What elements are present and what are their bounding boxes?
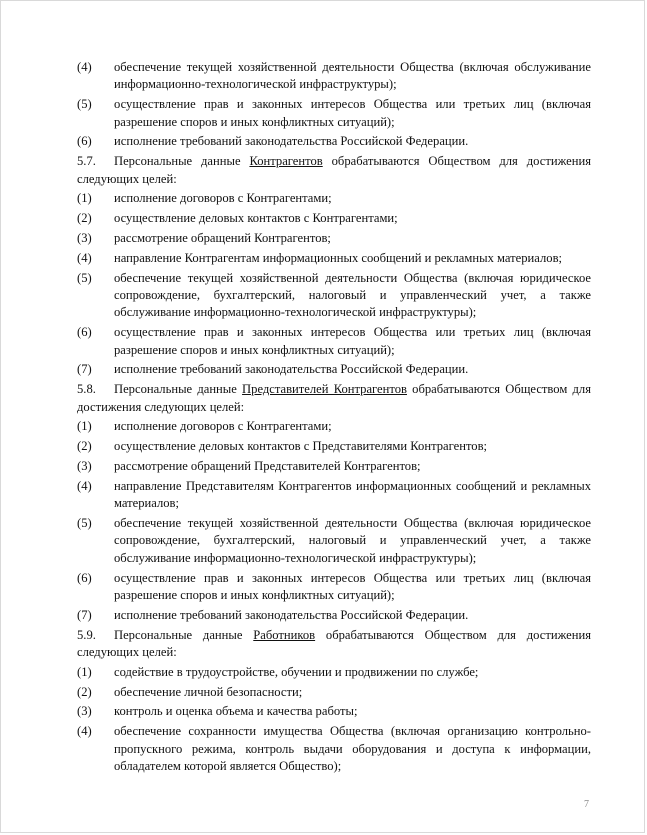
clause-number: 5.9.: [77, 627, 96, 642]
list-item: [77, 723, 591, 775]
item-text: исполнение требований законодательства Российской Федерации.: [114, 607, 469, 622]
item-text: рассмотрение обращений Представителей Контрагентов;: [114, 459, 421, 473]
item-number: (2): [77, 439, 92, 454]
list-b: [77, 190, 591, 378]
item-text: рассмотрение обращений Контрагентов;: [114, 231, 331, 245]
list-a: [77, 59, 591, 151]
item-number: (3): [77, 704, 92, 719]
item-number: (2): [77, 211, 92, 226]
clause-5-9: [77, 627, 591, 662]
item-text: осуществление деловых контактов с Представителями Контрагентов;: [114, 439, 488, 454]
list-item: [77, 133, 591, 150]
item-text: содействие в трудоустройстве, обучении и продвижении по службе;: [114, 664, 479, 679]
item-number: (4): [77, 250, 92, 265]
item-number: (2): [77, 684, 92, 699]
item-text: обеспечение текущей хозяйственной деятельности Общества (включая юридическое сопровождение, бухгалтерский, налоговый и управленческий учет, а также обслуживание информационно-технологической инфраструктуры);: [114, 516, 591, 565]
clause-defined-term: Работников: [253, 627, 316, 642]
clause-text-pre: Персональные данные: [114, 627, 254, 642]
clause-text-post: обрабатываются Обществом для достижения следующих целей:: [77, 154, 591, 186]
list-item: [77, 270, 591, 322]
item-text: исполнение договоров с Контрагентами;: [114, 419, 332, 434]
list-c: [77, 418, 591, 624]
item-number: (1): [77, 191, 92, 206]
list-item: [77, 324, 591, 359]
list-item: [77, 664, 591, 681]
item-text: осуществление прав и законных интересов Общества или третьих лиц (включая разрешение споров и иных конфликтных ситуаций);: [114, 325, 591, 357]
list-item: [77, 703, 591, 720]
item-text: осуществление прав и законных интересов Общества или третьих лиц (включая разрешение споров и иных конфликтных ситуаций);: [114, 97, 591, 129]
item-text: контроль и оценка объема и качества работы;: [114, 704, 358, 719]
clause-text-post: обрабатываются Обществом для достижения следующих целей:: [77, 382, 591, 414]
item-text: исполнение договоров с Контрагентами;: [114, 191, 332, 206]
list-item: [77, 96, 591, 131]
item-number: (1): [77, 419, 92, 434]
item-text: обеспечение текущей хозяйственной деятельности Общества (включая обслуживание информационно-технологической инфраструктуры);: [114, 60, 591, 92]
item-number: (3): [77, 231, 92, 245]
item-number: (7): [77, 362, 92, 377]
list-item: [77, 210, 591, 227]
list-item: [77, 438, 591, 455]
list-item: [77, 478, 591, 513]
list-d: [77, 664, 591, 776]
item-text: осуществление прав и законных интересов Общества или третьих лиц (включая разрешение споров и иных конфликтных ситуаций);: [114, 570, 591, 603]
clause-defined-term: Представителей Контрагентов: [242, 382, 407, 397]
list-item: [77, 515, 591, 567]
item-number: (4): [77, 478, 92, 493]
clause-text-pre: Персональные данные: [114, 382, 243, 397]
clause-text-post: обрабатываются Обществом для достижения следующих целей:: [77, 627, 592, 660]
item-number: (5): [77, 97, 92, 112]
item-number: (6): [77, 134, 92, 149]
item-number: (4): [77, 724, 92, 739]
clause-number: 5.7.: [77, 154, 96, 169]
list-item: [77, 684, 591, 701]
item-text: исполнение требований законодательства Российской Федерации.: [114, 362, 469, 377]
clause-defined-term: Контрагентов: [249, 154, 323, 169]
list-item: [77, 230, 591, 247]
list-item: [77, 458, 591, 475]
list-item: [77, 570, 591, 605]
list-item: [77, 361, 591, 378]
page-number: 7: [584, 799, 589, 810]
item-text: обеспечение текущей хозяйственной деятельности Общества (включая юридическое сопровождение, бухгалтерский, налоговый и управленческий учет, а также обслуживание информационно-технологической инфраструктуры);: [114, 270, 591, 320]
clause-5-7: [77, 153, 591, 188]
item-text: обеспечение личной безопасности;: [114, 684, 303, 699]
item-number: (1): [77, 664, 92, 679]
clause-text-pre: Персональные данные: [114, 154, 250, 169]
page-content: [77, 59, 591, 778]
item-number: (6): [77, 570, 92, 585]
item-number: (6): [77, 325, 92, 340]
item-number: (7): [77, 607, 92, 622]
item-number: (5): [77, 270, 92, 285]
list-item: [77, 607, 591, 624]
clause-number: 5.8.: [77, 382, 96, 397]
item-text: осуществление деловых контактов с Контрагентами;: [114, 211, 398, 226]
item-text: исполнение требований законодательства Российской Федерации.: [114, 134, 469, 149]
item-number: (4): [77, 60, 92, 74]
list-item: [77, 418, 591, 435]
list-item: [77, 250, 591, 267]
item-number: (5): [77, 516, 92, 530]
item-number: (3): [77, 459, 92, 473]
item-text: направление Контрагентам информационных сообщений и рекламных материалов;: [114, 250, 563, 265]
list-item: [77, 59, 591, 94]
item-text: направление Представителям Контрагентов информационных сообщений и рекламных материалов;: [114, 478, 591, 511]
clause-5-8: [77, 381, 591, 416]
item-text: обеспечение сохранности имущества Общества (включая организацию контрольно-пропускного режима, контроль выдачи оборудования и доступа к информации, обладателем которой является Общество);: [114, 724, 591, 774]
list-item: [77, 190, 591, 207]
